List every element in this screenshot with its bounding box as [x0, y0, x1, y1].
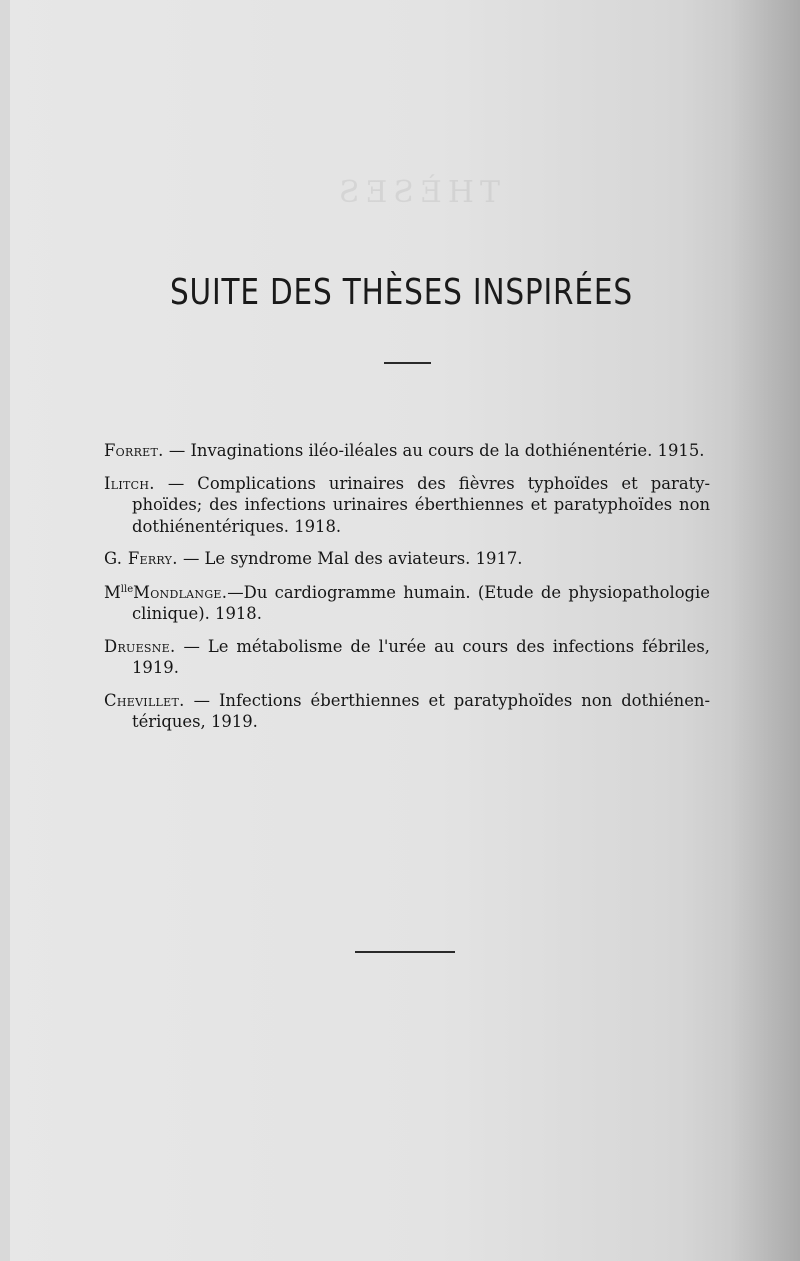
thesis-list — [104, 440, 710, 744]
page-left-edge — [0, 0, 10, 1261]
thesis-entry — [104, 473, 710, 538]
title-divider — [384, 362, 431, 364]
entry-text: — Complications urinaires des fièvres typhoïdes et paraty-phoïdes; des infections urinaires éberthiennes et paratyphoïdes non dothiénentériques. 1918. — [132, 473, 710, 536]
page-title: SUITE DES THÈSES INSPIRÉES — [169, 272, 633, 313]
entry-author: Mondlange. — [133, 582, 228, 602]
thesis-entry — [104, 548, 710, 570]
entry-text: — Le métabolisme de l'urée au cours des infections fébriles, 1919. — [132, 636, 710, 677]
reverse-side-bleed-through: THÈSES — [332, 175, 500, 210]
thesis-entry — [104, 440, 710, 462]
entry-author: Chevillet. — [104, 690, 185, 710]
thesis-entry — [104, 636, 710, 679]
entry-prefix-superscript: lle — [120, 583, 134, 595]
entry-text: — Infections éberthiennes et paratyphoïdes non dothiénen-tériques, 1919. — [132, 690, 710, 731]
entry-text: — Invaginations iléo-iléales au cours de la dothiénentérie. 1915. — [163, 441, 705, 460]
entry-prefix: M — [104, 582, 121, 602]
entry-author: Ilitch. — [104, 473, 155, 493]
thesis-entry — [104, 579, 710, 625]
entry-author: G. Ferry. — [104, 549, 178, 568]
closing-divider — [355, 951, 455, 953]
thesis-entry — [104, 690, 710, 733]
entry-text: —Du cardiogramme humain. (Etude de physiopathologie clinique). 1918. — [132, 582, 710, 623]
page-right-shadow — [730, 0, 800, 1261]
entry-text: — Le syndrome Mal des aviateurs. 1917. — [177, 549, 523, 568]
entry-author: Forret. — [104, 441, 164, 460]
entry-author: Druesne. — [104, 636, 176, 656]
